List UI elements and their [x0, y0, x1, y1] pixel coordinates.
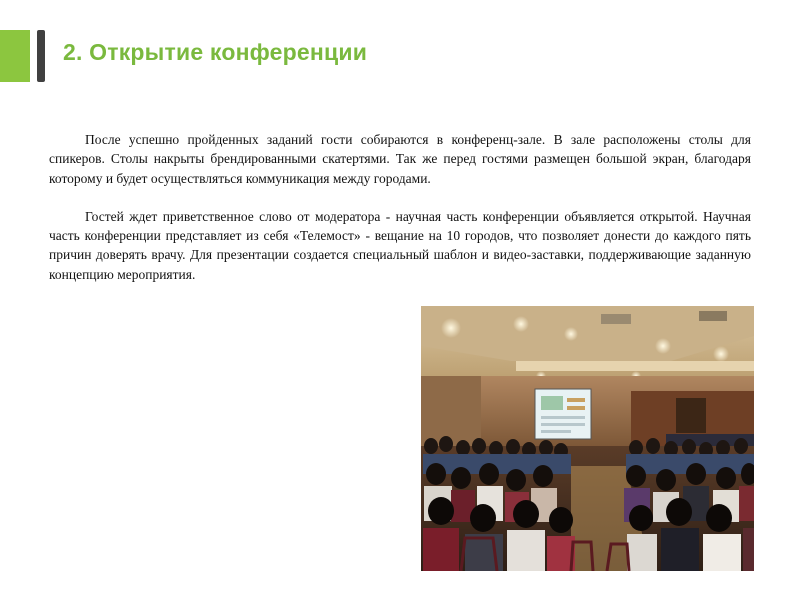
paragraph-telebridge: Гостей ждет приветственное слово от модератора - научная часть конференции объявляется открытой. Научная часть конференции представляет из себя «Телемост» - вещание на 10 городов, что позволяет донести до каждого пять причин доверять врачу. Для презентации создается специальный шаблон и видео-заставки, поддерживающие заданную концепцию мероприятия. — [49, 208, 751, 282]
body-text — [49, 130, 751, 303]
conference-hall-photo — [421, 306, 754, 571]
paragraph-intro: После успешно пройденных заданий гости собираются в конференц-зале. В зале расположены столы для спикеров. Столы накрыты брендированными скатертями. Так же перед гостями размещен большой экран, благодаря которому и будет осуществляться коммуникация между городами. — [49, 132, 751, 186]
accent-bar-green — [0, 30, 30, 82]
accent-bar-dark — [37, 30, 45, 82]
slide-title: 2. Открытие конференции — [63, 39, 368, 65]
